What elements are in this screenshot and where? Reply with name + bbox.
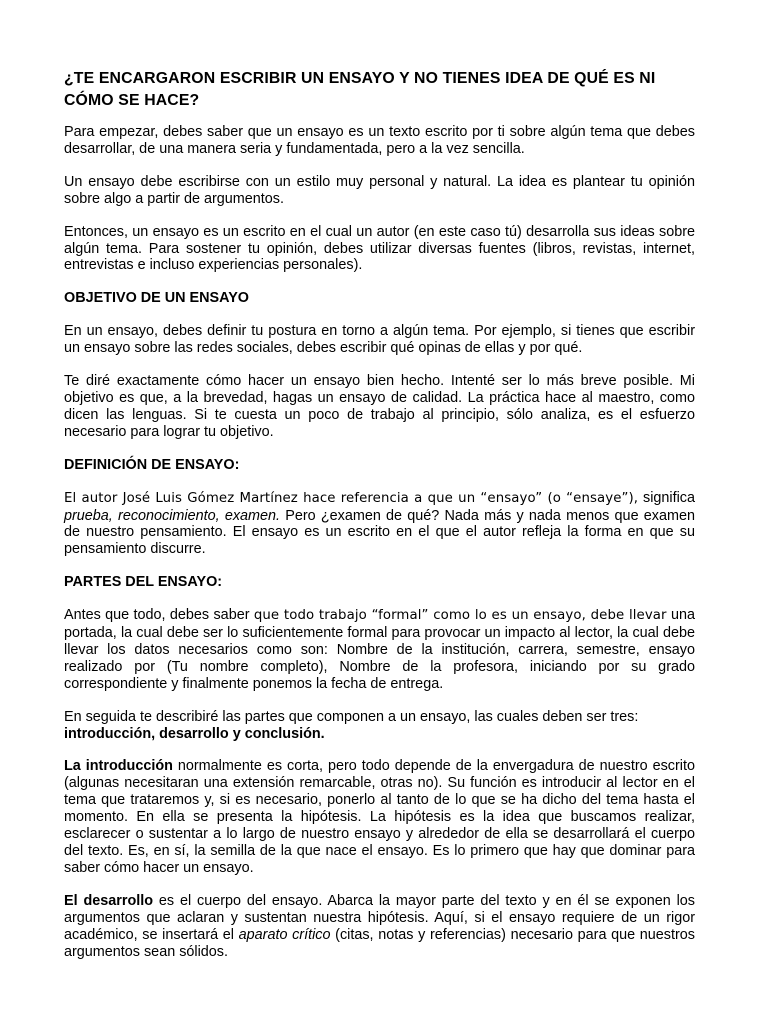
- desarrollo-italic-term: aparato crítico: [238, 926, 331, 943]
- partes-paragraph-1: [64, 607, 695, 693]
- definicion-italic-terms: prueba, reconocimiento, examen.: [64, 507, 281, 524]
- desarrollo-text-rest: (citas, notas y referencias) necesario para que nuestros argumentos sean sólidos.: [64, 926, 695, 960]
- desarrollo-text: es el cuerpo del ensayo. Abarca la mayor parte del texto y en él se exponen los argumentos que aclaran y sustentan nuestra hipótesis. Aquí, si el ensayo requiere de un rigor académico, se insertará el: [64, 892, 695, 943]
- intro-paragraph-3: Entonces, un ensayo es un escrito en el cual un autor (en este caso tú) desarrolla sus ideas sobre algún tema. Para sostener tu opinión, debes utilizar diversas fuentes (libros, revistas, internet, entrevistas e incluso experiencias personales).: [64, 223, 695, 274]
- partes-text-rest: una portada, la cual debe ser lo suficientemente formal para provocar un impacto al lector, la cual debe llevar los datos necesarios como son: Nombre de la institución, carrera, semestre, ensayo realizado por (Tu nombre completo), Nombre de la profesora, iniciando por su grado correspondiente y finalmente ponemos la fecha de entrega.: [64, 607, 696, 692]
- definicion-author-citation: El autor José Luis Gómez Martínez hace referencia a que un “ensayo” (o “ensaye”),: [64, 490, 639, 506]
- introduccion-paragraph: [64, 758, 695, 876]
- definicion-text-a: significa: [638, 489, 695, 506]
- partes-components-list: introducción, desarrollo y conclusión.: [64, 725, 325, 742]
- partes-text-start: Antes que todo, debes saber: [64, 607, 254, 624]
- page-title: ¿TE ENCARGARON ESCRIBIR UN ENSAYO Y NO TIENES IDEA DE QUÉ ES NI CÓMO SE HACE?: [64, 70, 656, 109]
- introduccion-text: normalmente es corta, pero todo depende de la envergadura de nuestro escrito (algunas necesitaran una extensión remarcable, otras no). Su función es introducir al lector en el tema que trataremos y, si es necesario, ponerlo al tanto de lo que se ha dicho del tema hasta el momento. En ella se presenta la hipótesis. La hipótesis es la idea que buscamos realizar, esclarecer o sustentar a lo largo de nuestro ensayo y alrededor de ella se desarrollará el cuerpo del texto. Es, en sí, la semilla de la que nace el ensayo. Es lo primero que hay que dominar para saber cómo hacer un ensayo.: [64, 758, 695, 876]
- section-heading-objetivo: OBJETIVO DE UN ENSAYO: [64, 290, 249, 307]
- desarrollo-paragraph: [64, 893, 695, 961]
- section-heading-partes: PARTES DEL ENSAYO:: [64, 574, 223, 591]
- objetivo-paragraph-1: En un ensayo, debes definir tu postura en torno a algún tema. Por ejemplo, si tienes que escribir un ensayo sobre las redes sociales, debes escribir qué opinas de ellas y por qué.: [64, 323, 695, 357]
- desarrollo-label: El desarrollo: [64, 892, 154, 909]
- section-heading-definicion: DEFINICIÓN DE ENSAYO:: [64, 456, 240, 473]
- partes-formal-clause: que todo trabajo “formal” como lo es un ensayo, debe llevar: [253, 608, 667, 624]
- definicion-paragraph: [64, 490, 695, 559]
- partes-components-text: En seguida te describiré las partes que componen a un ensayo, las cuales deben ser tres:: [64, 708, 639, 725]
- objetivo-paragraph-2: Te diré exactamente cómo hacer un ensayo bien hecho. Intenté ser lo más breve posible. Mi objetivo es que, a la brevedad, hagas un ensayo de calidad. La práctica hace al maestro, como dicen las lenguas. Si te cuesta un poco de trabajo al principio, sólo analiza, es el esfuerzo necesario para lograr tu objetivo.: [64, 373, 695, 440]
- intro-paragraph-1: Para empezar, debes saber que un ensayo es un texto escrito por ti sobre algún tema que debes desarrollar, de una manera seria y fundamentada, pero a la vez sencilla.: [64, 124, 695, 157]
- intro-paragraph-2: Un ensayo debe escribirse con un estilo muy personal y natural. La idea es plantear tu opinión sobre algo a partir de argumentos.: [64, 173, 695, 207]
- definicion-text-b: Pero ¿examen de qué? Nada más y nada menos que examen de nuestro pensamiento. El ensayo es un escrito en el que el autor refleja la forma en que su pensamiento discurre.: [64, 507, 695, 558]
- partes-paragraph-2: [64, 709, 695, 743]
- introduccion-label: La introducción: [64, 758, 173, 775]
